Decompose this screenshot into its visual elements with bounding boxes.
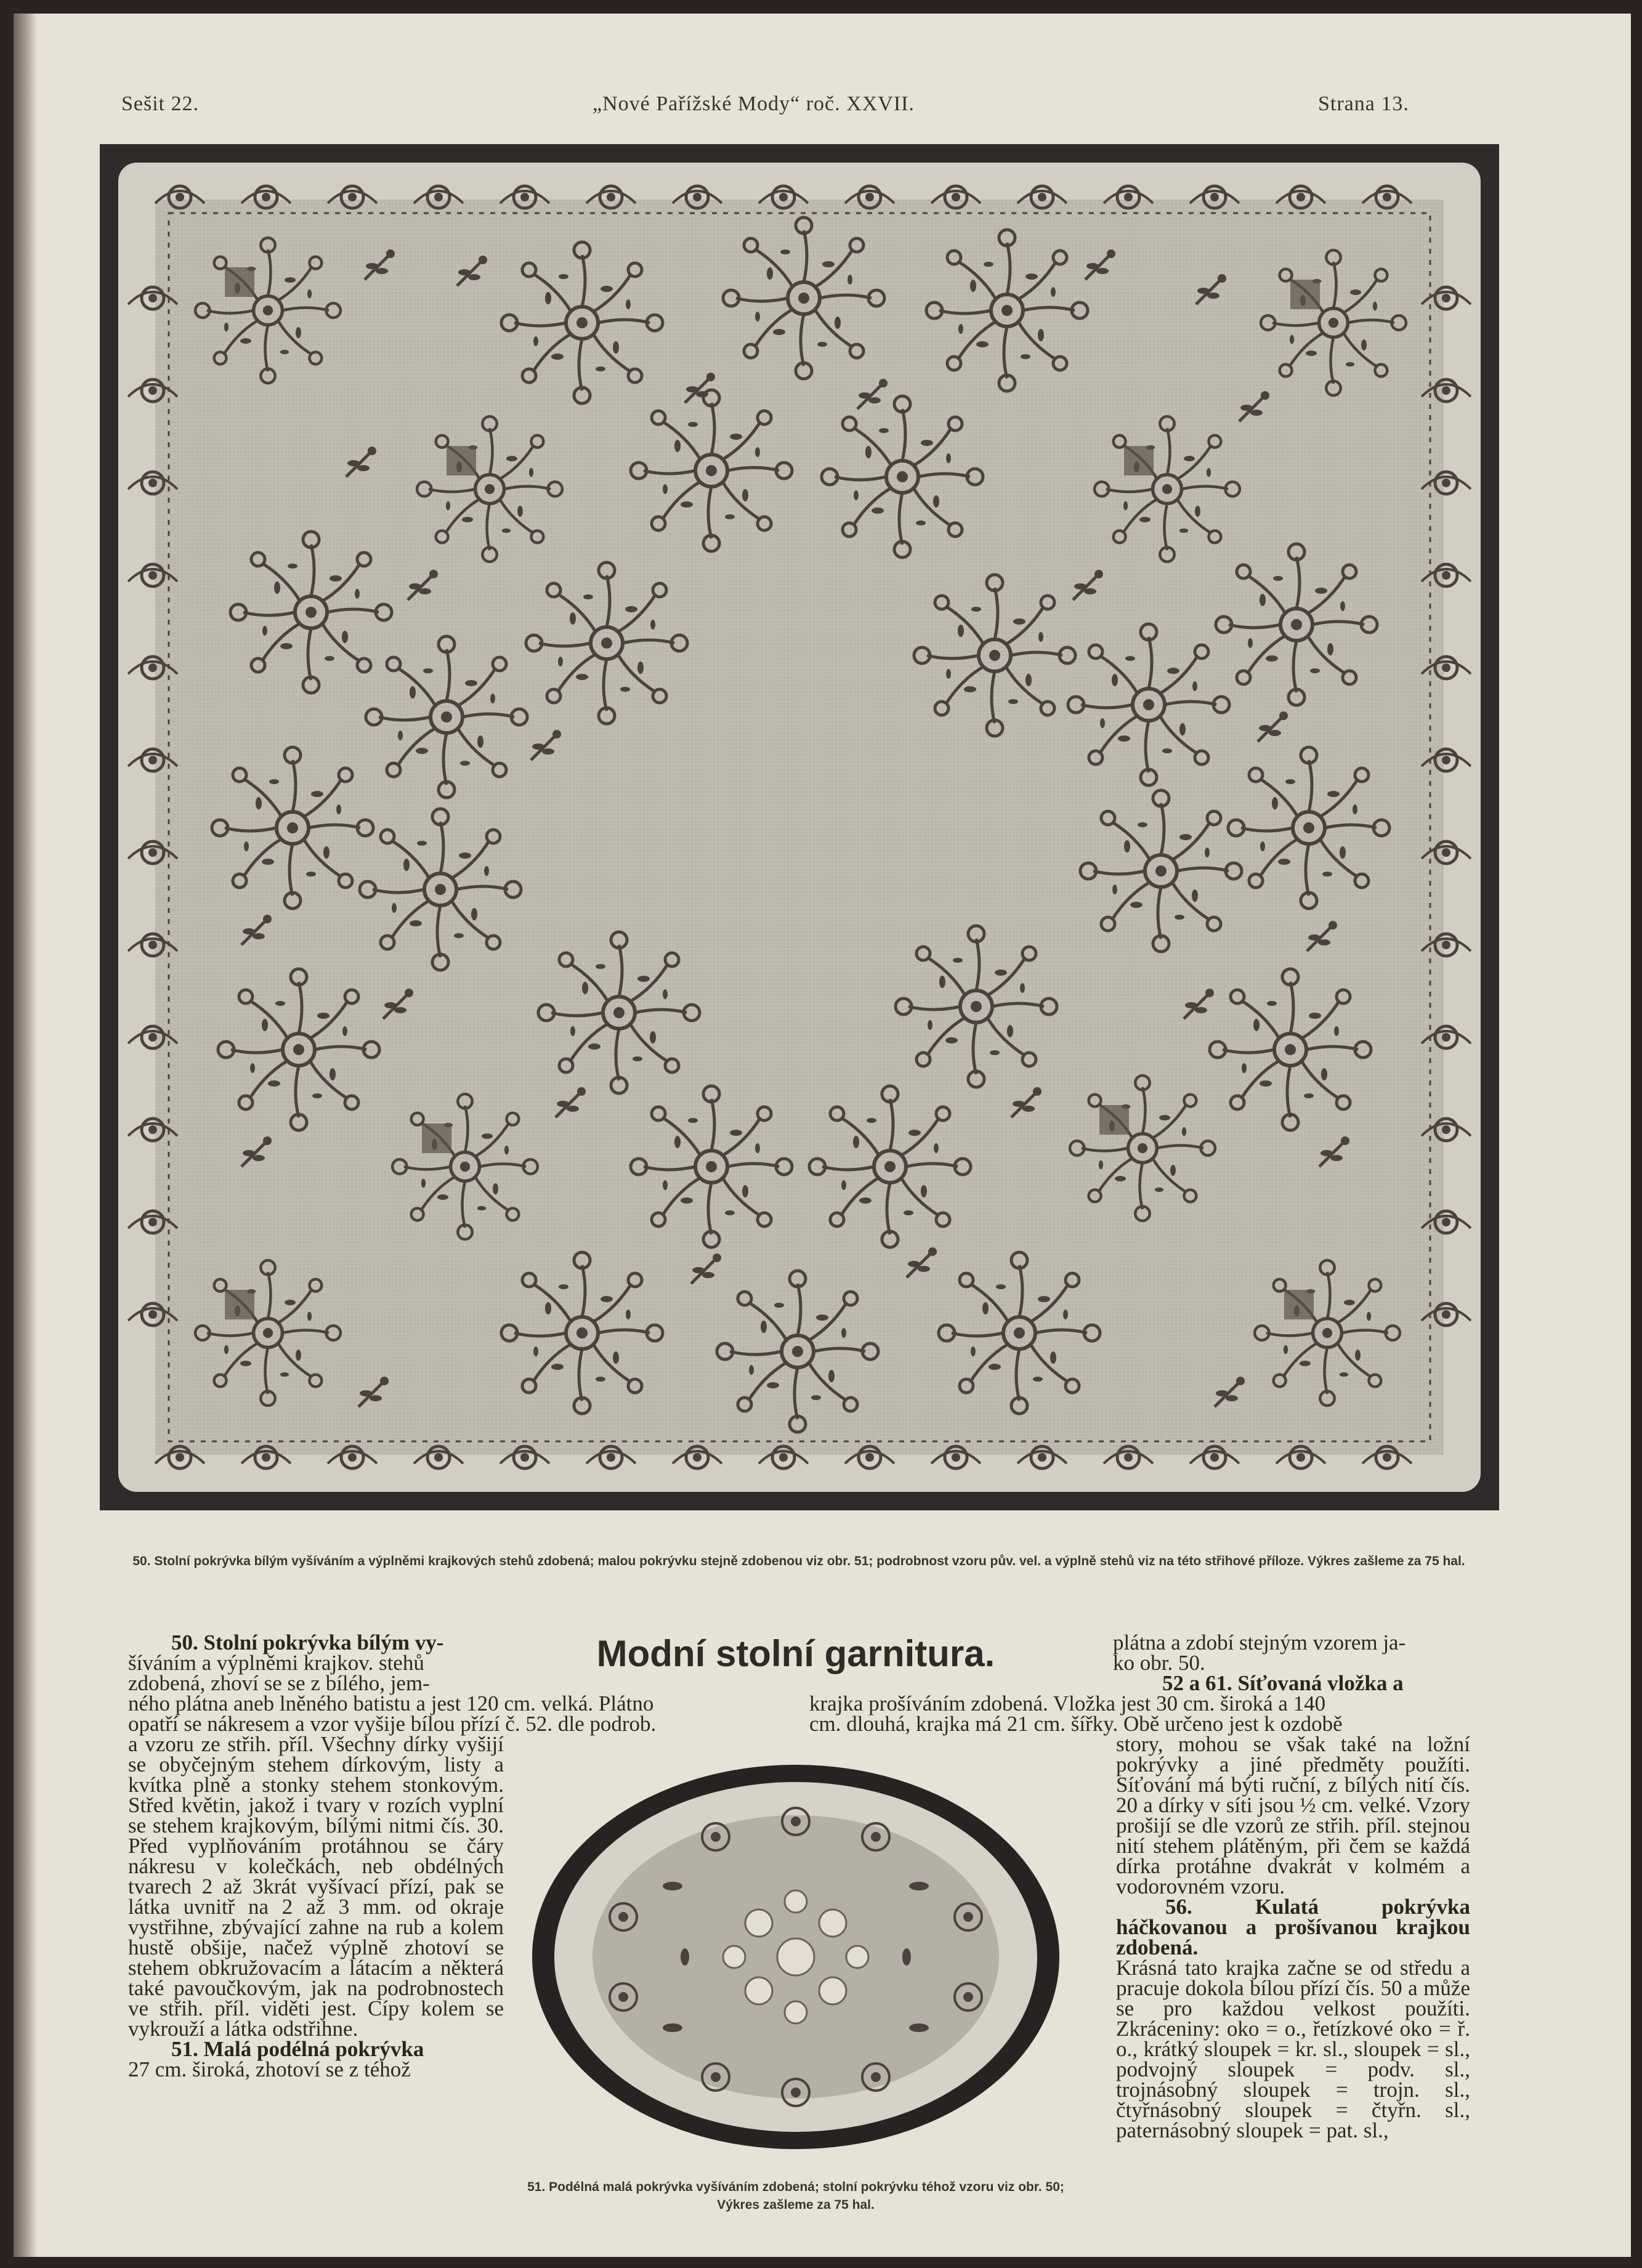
- binding-edge: [14, 14, 37, 2257]
- article-left-column-top: [128, 1632, 491, 1693]
- item-56-text: Krásná tato krajka začne se od středu a pracuje dokola bílou přízí čís. 50 a může se pro každou velkost použíti. Zkráceniny: oko = o., řetízkové oko = ř. o., krátký sloupek = kr. sl., sloupek = sl., podvojný sloupek = podv. sl., trojnásobný sloupek = trojn. sl., čtyřnásobný sloupek = čtyřn. sl., paternásobný sloupek = pat. sl.,: [1116, 1956, 1470, 2142]
- article-line: zdobená, zhoví se se z bílého, jem-: [128, 1671, 430, 1695]
- item-51-text: 27 cm. široká, zhotoví se z téhož: [128, 2057, 411, 2081]
- article-span-line-right-1: krajka prošíváním zdobená. Vložka jest 30 cm. široká a 140: [809, 1691, 1326, 1715]
- item-52-heading: 52 a 61. Síťovaná vložka a: [1162, 1671, 1404, 1695]
- article-span-line-left-2: opatří se nákresem a vzor vyšije bílou přízí č. 52. dle podrob.: [128, 1712, 657, 1736]
- oval-cloth-photo: [531, 1763, 1061, 2151]
- figure-51-caption: 51. Podélná malá pokrývka vyšíváním zdobená; stolní pokrývku téhož vzoru viz obr. 50; Výkres zašleme za 75 hal.: [527, 2180, 1064, 2212]
- figure-50-caption: 50. Stolní pokrývka bílým vyšíváním a výplněmi krajkových stehů zdobená; malou pokrývku stejně zdobenou viz obr. 51; podrobnost vzoru pův. vel. a výplně stehů viz na této střihové příloze. Výkres zašleme za 75 hal.: [132, 1554, 1465, 1568]
- item-52-text: story, mohou se však také na ložní pokrývky a jiné předměty použíti. Síťování má býti ruční, z bílých nití čís. 20 a dírky v síti jsou ½ cm. velké. Vzory prošijí se dle vzorů ze střih. příl. stejnou nití stehem plátěným, při čem se každá dírka protáhne dvakrát v kolmém a vodorovném vzoru.: [1116, 1732, 1470, 1898]
- article-line: plátna a zdobí stejným vzorem ja-: [1113, 1630, 1406, 1654]
- magazine-page: [14, 14, 1631, 2257]
- item-51-heading: 51. Malá podélná pokrývka: [171, 2037, 424, 2061]
- tablecloth-photo: [100, 144, 1499, 1510]
- article-title: Modní stolní garnitura.: [596, 1633, 995, 1674]
- issue-number: Sešit 22.: [121, 92, 200, 115]
- article-line: ko obr. 50.: [1113, 1651, 1205, 1675]
- item-50-text: a vzoru ze střih. příl. Všechny dírky vyšijí se obyčejným stehem dírkovým, listy a kvítka plně a stonky stehem stonkovým. Střed květin, jakož i tvary v rozích vyplní se stehem krajkovým, bílými nitmi čís. 30. Před vyplňováním protáhnou se čáry nákresu v kolečkách, neb obdélných tvarech 2 až 3krát vyšívací přízí, pak se látka uvnitř na 2 až 3 mm. od okraje vystřihne, zbývající zahne na rub a kolem hustě obšije, načež výplně zhotoví se stehem obkružovacím a látacím a některá také pavoučkovým, jak na podrobnostech ve střih. příl. viděti jest. Cípy kolem se vykrouží a látka odstřihne.: [128, 1732, 504, 2041]
- page-number: Strana 13.: [1318, 92, 1409, 115]
- article-span-line-left-1: ného plátna aneb lněného batistu a jest 120 cm. velká. Plátno: [128, 1691, 654, 1715]
- article-right-column: [1116, 1734, 1470, 2140]
- item-50-lead: 50. Stolní pokrývka bílým vy-: [171, 1630, 444, 1654]
- magazine-title: „Nové Pařížské Mody“ roč. XXVII.: [592, 92, 915, 115]
- article-line: šíváním a výplněmi krajkov. stehů: [128, 1651, 424, 1675]
- article-right-column-top: [1113, 1632, 1470, 1693]
- article-left-column: [128, 1734, 504, 2080]
- article-span-line-right-2: cm. dlouhá, krajka má 21 cm. šířky. Obě určeno jest k ozdobě: [809, 1712, 1343, 1736]
- item-56-heading: 56. Kulatá pokrývka háčkovanou a prošívanou krajkou zdobená.: [1116, 1895, 1470, 1959]
